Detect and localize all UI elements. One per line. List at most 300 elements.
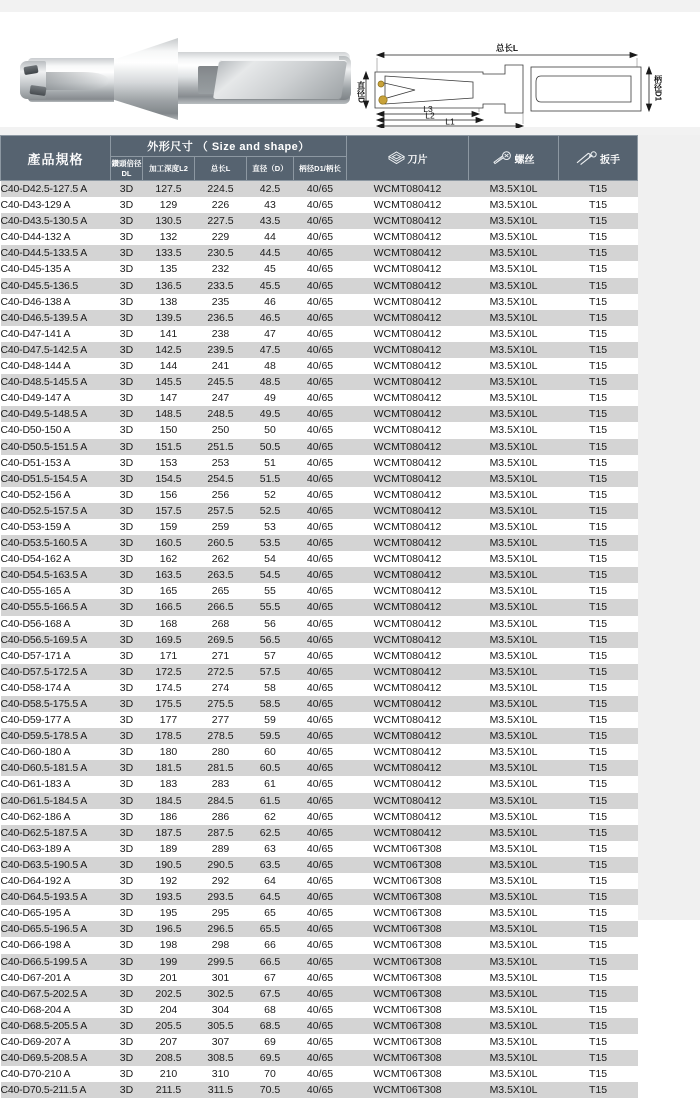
table-row [1,310,638,326]
cell-shank-d1: 40/65 [294,744,347,760]
table-row [1,680,638,696]
cell-total-l: 302.5 [195,986,247,1002]
product-image-band [0,0,700,135]
cell-model: C40-D45-135 A [1,261,111,277]
header-screw-label: 螺丝 [515,151,535,166]
cell-screw: M3.5X10L [469,422,559,438]
cell-total-l: 298 [195,937,247,953]
table-row [1,487,638,503]
cell-screw: M3.5X10L [469,793,559,809]
cell-diameter: 45.5 [247,278,294,294]
cell-dl: 3D [111,503,143,519]
cell-dl: 3D [111,406,143,422]
cell-screw: M3.5X10L [469,471,559,487]
cell-model: C40-D49.5-148.5 A [1,406,111,422]
cell-diameter: 56 [247,616,294,632]
cell-dl: 3D [111,1018,143,1034]
cell-diameter: 58.5 [247,696,294,712]
cell-dl: 3D [111,632,143,648]
cell-dl: 3D [111,390,143,406]
cell-total-l: 269.5 [195,632,247,648]
cell-shank-d1: 40/65 [294,1066,347,1082]
table-row [1,809,638,825]
cell-screw: M3.5X10L [469,245,559,261]
insert-icon [388,151,405,166]
cell-insert: WCMT080412 [347,648,469,664]
cell-total-l: 229 [195,229,247,245]
cell-depth-l2: 142.5 [143,342,195,358]
cell-screw: M3.5X10L [469,1066,559,1082]
cell-insert: WCMT080412 [347,760,469,776]
cell-dl: 3D [111,487,143,503]
cell-depth-l2: 189 [143,841,195,857]
cell-shank-d1: 40/65 [294,1034,347,1050]
cell-shank-d1: 40/65 [294,229,347,245]
cell-shank-d1: 40/65 [294,986,347,1002]
cell-screw: M3.5X10L [469,261,559,277]
cell-depth-l2: 168 [143,616,195,632]
cell-diameter: 42.5 [247,181,294,198]
cell-shank-d1: 40/65 [294,535,347,551]
cell-shank-d1: 40/65 [294,406,347,422]
cell-wrench: T15 [559,809,638,825]
cell-shank-d1: 40/65 [294,873,347,889]
cell-insert: WCMT06T308 [347,970,469,986]
cell-insert: WCMT080412 [347,696,469,712]
cell-depth-l2: 130.5 [143,213,195,229]
cell-model: C40-D48.5-145.5 A [1,374,111,390]
cell-model: C40-D64-192 A [1,873,111,889]
header-total-l: 总长L [195,156,247,180]
cell-insert: WCMT06T308 [347,921,469,937]
cell-screw: M3.5X10L [469,567,559,583]
cell-model: C40-D44.5-133.5 A [1,245,111,261]
table-body [1,181,638,1098]
cell-model: C40-D62.5-187.5 A [1,825,111,841]
cell-wrench: T15 [559,551,638,567]
cell-diameter: 50 [247,422,294,438]
cell-depth-l2: 138 [143,294,195,310]
table-row [1,616,638,632]
cell-insert: WCMT06T308 [347,986,469,1002]
cell-wrench: T15 [559,970,638,986]
cell-model: C40-D70-210 A [1,1066,111,1082]
cell-dl: 3D [111,841,143,857]
cell-diameter: 49.5 [247,406,294,422]
cell-wrench: T15 [559,696,638,712]
cell-depth-l2: 129 [143,197,195,213]
cell-insert: WCMT080412 [347,567,469,583]
dimension-diagram [355,10,700,128]
cell-insert: WCMT080412 [347,358,469,374]
cell-model: C40-D68-204 A [1,1002,111,1018]
cell-model: C40-D63-189 A [1,841,111,857]
cell-diameter: 62 [247,809,294,825]
cell-wrench: T15 [559,358,638,374]
cell-insert: WCMT080412 [347,776,469,792]
cell-wrench: T15 [559,986,638,1002]
cell-insert: WCMT06T308 [347,841,469,857]
cell-dl: 3D [111,970,143,986]
cell-total-l: 227.5 [195,213,247,229]
cell-screw: M3.5X10L [469,1034,559,1050]
cell-dl: 3D [111,760,143,776]
cell-shank-d1: 40/65 [294,278,347,294]
cell-insert: WCMT080412 [347,503,469,519]
cell-insert: WCMT080412 [347,294,469,310]
table-row [1,439,638,455]
cell-shank-d1: 40/65 [294,471,347,487]
cell-dl: 3D [111,648,143,664]
cell-wrench: T15 [559,857,638,873]
cell-shank-d1: 40/65 [294,342,347,358]
table-row [1,776,638,792]
cell-depth-l2: 132 [143,229,195,245]
header-insert-label: 刀片 [408,151,428,166]
cell-depth-l2: 159 [143,519,195,535]
cell-total-l: 247 [195,390,247,406]
dim-arrow-l3-left [377,111,384,116]
cell-depth-l2: 135 [143,261,195,277]
cell-shank-d1: 40/65 [294,809,347,825]
cell-dl: 3D [111,873,143,889]
cell-shank-d1: 40/65 [294,825,347,841]
cell-diameter: 52 [247,487,294,503]
cell-diameter: 51 [247,455,294,471]
cell-screw: M3.5X10L [469,551,559,567]
table-row [1,744,638,760]
cell-insert: WCMT080412 [347,728,469,744]
table-row [1,422,638,438]
cell-model: C40-D61-183 A [1,776,111,792]
table-row [1,921,638,937]
cell-screw: M3.5X10L [469,776,559,792]
cell-depth-l2: 199 [143,954,195,970]
cell-wrench: T15 [559,680,638,696]
photo-flute [46,72,108,90]
cell-dl: 3D [111,1002,143,1018]
table-row [1,261,638,277]
cell-total-l: 281.5 [195,760,247,776]
cell-model: C40-D57-171 A [1,648,111,664]
cell-total-l: 310 [195,1066,247,1082]
cell-shank-d1: 40/65 [294,616,347,632]
cell-shank-d1: 40/65 [294,712,347,728]
cell-insert: WCMT080412 [347,471,469,487]
cell-wrench: T15 [559,1018,638,1034]
table-row [1,712,638,728]
cell-total-l: 274 [195,680,247,696]
cell-depth-l2: 141 [143,326,195,342]
cell-depth-l2: 136.5 [143,278,195,294]
dim-arrow-total-right [630,52,637,57]
table-row [1,905,638,921]
cell-insert: WCMT080412 [347,197,469,213]
diagram-insert-a [379,96,387,104]
cell-diameter: 44 [247,229,294,245]
cell-dl: 3D [111,712,143,728]
cell-depth-l2: 174.5 [143,680,195,696]
cell-shank-d1: 40/65 [294,1018,347,1034]
cell-diameter: 45 [247,261,294,277]
cell-dl: 3D [111,455,143,471]
cell-depth-l2: 145.5 [143,374,195,390]
table-row [1,294,638,310]
cell-dl: 3D [111,664,143,680]
cell-insert: WCMT06T308 [347,905,469,921]
cell-insert: WCMT06T308 [347,1018,469,1034]
dim-arrow-l1-left [377,123,384,128]
cell-shank-d1: 40/65 [294,245,347,261]
cell-dl: 3D [111,1050,143,1066]
table-row [1,937,638,953]
cell-wrench: T15 [559,439,638,455]
table-row [1,181,638,198]
cell-dl: 3D [111,793,143,809]
header-wrench-label: 扳手 [600,151,620,166]
cell-screw: M3.5X10L [469,181,559,198]
cell-shank-d1: 40/65 [294,567,347,583]
cell-diameter: 61.5 [247,793,294,809]
cell-depth-l2: 190.5 [143,857,195,873]
cell-model: C40-D59-177 A [1,712,111,728]
cell-dl: 3D [111,583,143,599]
table-row [1,1018,638,1034]
cell-screw: M3.5X10L [469,664,559,680]
cell-total-l: 266.5 [195,599,247,615]
cell-total-l: 226 [195,197,247,213]
cell-dl: 3D [111,535,143,551]
cell-insert: WCMT06T308 [347,954,469,970]
cell-screw: M3.5X10L [469,1018,559,1034]
cell-wrench: T15 [559,181,638,198]
cell-depth-l2: 162 [143,551,195,567]
cell-dl: 3D [111,342,143,358]
table-row [1,889,638,905]
cell-wrench: T15 [559,760,638,776]
table-row [1,519,638,535]
cell-diameter: 51.5 [247,471,294,487]
cell-depth-l2: 139.5 [143,310,195,326]
table-row [1,793,638,809]
cell-total-l: 248.5 [195,406,247,422]
cell-screw: M3.5X10L [469,889,559,905]
cell-insert: WCMT080412 [347,455,469,471]
cell-diameter: 43 [247,197,294,213]
cell-depth-l2: 211.5 [143,1082,195,1098]
cell-dl: 3D [111,905,143,921]
cell-screw: M3.5X10L [469,599,559,615]
cell-total-l: 265 [195,583,247,599]
cell-diameter: 68 [247,1002,294,1018]
cell-dl: 3D [111,616,143,632]
cell-wrench: T15 [559,535,638,551]
cell-insert: WCMT080412 [347,712,469,728]
cell-dl: 3D [111,551,143,567]
cell-dl: 3D [111,439,143,455]
cell-dl: 3D [111,261,143,277]
cell-model: C40-D57.5-172.5 A [1,664,111,680]
cell-wrench: T15 [559,245,638,261]
cell-shank-d1: 40/65 [294,422,347,438]
cell-dl: 3D [111,809,143,825]
cell-model: C40-D49-147 A [1,390,111,406]
cell-insert: WCMT080412 [347,551,469,567]
cell-model: C40-D50-150 A [1,422,111,438]
cell-insert: WCMT06T308 [347,1066,469,1082]
cell-shank-d1: 40/65 [294,841,347,857]
table-row [1,954,638,970]
cell-model: C40-D68.5-205.5 A [1,1018,111,1034]
cell-shank-d1: 40/65 [294,680,347,696]
cell-wrench: T15 [559,213,638,229]
cell-depth-l2: 198 [143,937,195,953]
cell-screw: M3.5X10L [469,229,559,245]
cell-total-l: 289 [195,841,247,857]
cell-insert: WCMT080412 [347,439,469,455]
cell-shank-d1: 40/65 [294,728,347,744]
table-row [1,696,638,712]
cell-depth-l2: 202.5 [143,986,195,1002]
cell-depth-l2: 172.5 [143,664,195,680]
cell-insert: WCMT080412 [347,374,469,390]
cell-model: C40-D51-153 A [1,455,111,471]
cell-screw: M3.5X10L [469,873,559,889]
cell-depth-l2: 147 [143,390,195,406]
cell-screw: M3.5X10L [469,294,559,310]
cell-total-l: 296.5 [195,921,247,937]
cell-screw: M3.5X10L [469,632,559,648]
table-row [1,1034,638,1050]
cell-dl: 3D [111,1066,143,1082]
cell-screw: M3.5X10L [469,197,559,213]
cell-insert: WCMT06T308 [347,1034,469,1050]
cell-depth-l2: 193.5 [143,889,195,905]
cell-screw: M3.5X10L [469,1050,559,1066]
diagram-flute-upper [385,76,473,104]
table-row [1,503,638,519]
cell-wrench: T15 [559,261,638,277]
cell-model: C40-D56.5-169.5 A [1,632,111,648]
cell-total-l: 260.5 [195,535,247,551]
specification-table [0,135,638,1098]
cell-wrench: T15 [559,793,638,809]
cell-diameter: 43.5 [247,213,294,229]
cell-model: C40-D58.5-175.5 A [1,696,111,712]
cell-wrench: T15 [559,889,638,905]
cell-insert: WCMT080412 [347,326,469,342]
cell-model: C40-D44-132 A [1,229,111,245]
cell-dl: 3D [111,825,143,841]
cell-diameter: 61 [247,776,294,792]
cell-wrench: T15 [559,503,638,519]
cell-depth-l2: 195 [143,905,195,921]
cell-wrench: T15 [559,583,638,599]
cell-dl: 3D [111,358,143,374]
cell-insert: WCMT080412 [347,422,469,438]
cell-wrench: T15 [559,1002,638,1018]
table-row [1,229,638,245]
cell-insert: WCMT080412 [347,809,469,825]
cell-total-l: 284.5 [195,793,247,809]
label-diameter: 直径D [357,80,366,103]
cell-model: C40-D67-201 A [1,970,111,986]
cell-model: C40-D48-144 A [1,358,111,374]
cell-screw: M3.5X10L [469,583,559,599]
cell-diameter: 57 [247,648,294,664]
cell-screw: M3.5X10L [469,680,559,696]
cell-dl: 3D [111,294,143,310]
cell-model: C40-D50.5-151.5 A [1,439,111,455]
cell-depth-l2: 178.5 [143,728,195,744]
cell-diameter: 59 [247,712,294,728]
cell-insert: WCMT080412 [347,632,469,648]
cell-insert: WCMT080412 [347,261,469,277]
cell-shank-d1: 40/65 [294,905,347,921]
cell-depth-l2: 127.5 [143,181,195,198]
cell-insert: WCMT080412 [347,181,469,198]
cell-depth-l2: 157.5 [143,503,195,519]
table-row [1,664,638,680]
cell-dl: 3D [111,326,143,342]
cell-screw: M3.5X10L [469,326,559,342]
cell-depth-l2: 183 [143,776,195,792]
cell-total-l: 304 [195,1002,247,1018]
cell-insert: WCMT080412 [347,825,469,841]
cell-total-l: 275.5 [195,696,247,712]
header-screw [469,136,559,181]
cell-screw: M3.5X10L [469,648,559,664]
cell-diameter: 69 [247,1034,294,1050]
cell-wrench: T15 [559,841,638,857]
cell-insert: WCMT080412 [347,680,469,696]
cell-model: C40-D53-159 A [1,519,111,535]
table-row [1,197,638,213]
table-row [1,390,638,406]
table-row [1,728,638,744]
cell-diameter: 46 [247,294,294,310]
cell-screw: M3.5X10L [469,954,559,970]
cell-shank-d1: 40/65 [294,599,347,615]
cell-model: C40-D52-156 A [1,487,111,503]
table-row [1,873,638,889]
cell-shank-d1: 40/65 [294,1002,347,1018]
table-row [1,825,638,841]
cell-depth-l2: 175.5 [143,696,195,712]
header-depth-l2: 加工深度L2 [143,156,195,180]
cell-diameter: 47.5 [247,342,294,358]
cell-model: C40-D55.5-166.5 A [1,599,111,615]
cell-depth-l2: 144 [143,358,195,374]
cell-wrench: T15 [559,197,638,213]
cell-dl: 3D [111,310,143,326]
cell-diameter: 67.5 [247,986,294,1002]
cell-shank-d1: 40/65 [294,648,347,664]
cell-wrench: T15 [559,374,638,390]
cell-wrench: T15 [559,664,638,680]
cell-wrench: T15 [559,229,638,245]
cell-insert: WCMT080412 [347,616,469,632]
dim-arrow-l1-right [516,123,523,128]
cell-model: C40-D59.5-178.5 A [1,728,111,744]
table-row [1,583,638,599]
product-photo-panel [0,0,355,135]
cell-diameter: 52.5 [247,503,294,519]
cell-shank-d1: 40/65 [294,970,347,986]
cell-model: C40-D66-198 A [1,937,111,953]
cell-wrench: T15 [559,825,638,841]
cell-shank-d1: 40/65 [294,954,347,970]
